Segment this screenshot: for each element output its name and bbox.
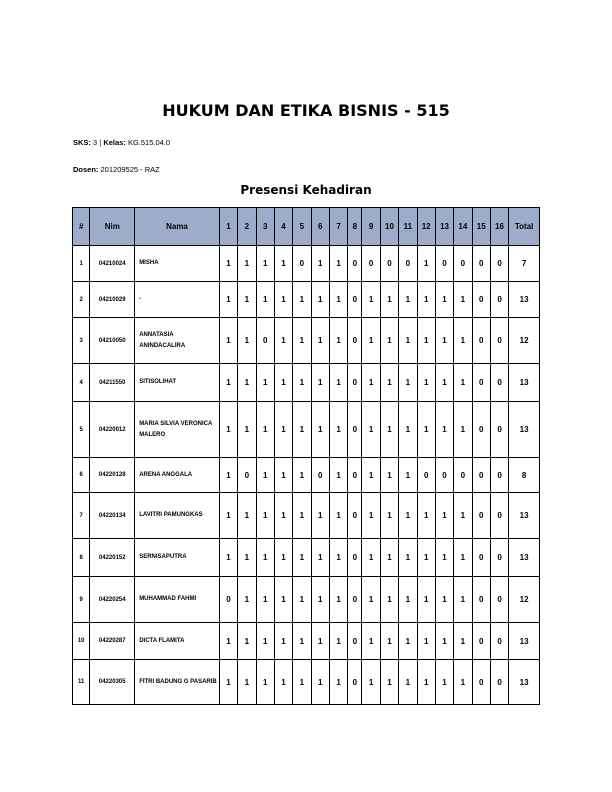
- attendance-mark: 1: [256, 623, 274, 660]
- attendance-mark: 1: [399, 539, 417, 577]
- attendance-table: [72, 207, 540, 705]
- total-cell: 13: [509, 282, 540, 318]
- attendance-mark: 1: [362, 458, 380, 493]
- attendance-mark: 1: [362, 539, 380, 577]
- attendance-mark: 1: [362, 660, 380, 705]
- name-cell: MISHA: [135, 246, 220, 282]
- attendance-mark: 1: [454, 660, 472, 705]
- name-cell: DICTA FLAMITA: [135, 623, 220, 660]
- attendance-mark: 1: [417, 660, 435, 705]
- attendance-mark: 1: [435, 577, 453, 623]
- attendance-mark: 1: [219, 364, 237, 402]
- attendance-mark: 1: [417, 402, 435, 458]
- attendance-mark: 0: [348, 318, 362, 364]
- attendance-mark: 1: [311, 539, 329, 577]
- name-cell: ARENA ANGGALA: [135, 458, 220, 493]
- attendance-mark: 0: [472, 282, 490, 318]
- attendance-mark: 0: [490, 623, 508, 660]
- attendance-mark: 1: [435, 318, 453, 364]
- row-number: 9: [73, 577, 90, 623]
- attendance-mark: 1: [219, 623, 237, 660]
- attendance-mark: 1: [238, 623, 256, 660]
- attendance-mark: 1: [238, 318, 256, 364]
- table-row: [73, 539, 540, 577]
- attendance-mark: 1: [399, 318, 417, 364]
- column-header: 16: [490, 208, 508, 246]
- attendance-mark: 0: [399, 246, 417, 282]
- attendance-mark: 1: [362, 577, 380, 623]
- attendance-mark: 1: [293, 402, 311, 458]
- column-header: 8: [348, 208, 362, 246]
- attendance-mark: 1: [274, 493, 292, 539]
- attendance-mark: 1: [329, 402, 347, 458]
- attendance-mark: 1: [311, 318, 329, 364]
- column-header: 11: [399, 208, 417, 246]
- attendance-mark: 0: [472, 458, 490, 493]
- name-cell: LAVITRI PAMUNGKAS: [135, 493, 220, 539]
- attendance-mark: 0: [454, 458, 472, 493]
- separator: |: [99, 138, 102, 147]
- attendance-mark: 0: [348, 458, 362, 493]
- kelas-label: Kelas:: [103, 138, 126, 147]
- attendance-mark: 0: [490, 282, 508, 318]
- attendance-mark: 1: [293, 577, 311, 623]
- column-header: Nim: [90, 208, 135, 246]
- attendance-mark: 1: [311, 364, 329, 402]
- attendance-mark: 0: [348, 364, 362, 402]
- column-header: 3: [256, 208, 274, 246]
- attendance-mark: 1: [399, 493, 417, 539]
- row-number: 10: [73, 623, 90, 660]
- attendance-mark: 1: [417, 539, 435, 577]
- attendance-mark: 1: [435, 493, 453, 539]
- column-header: 13: [435, 208, 453, 246]
- attendance-mark: 1: [293, 660, 311, 705]
- attendance-mark: 1: [417, 318, 435, 364]
- attendance-mark: 1: [435, 364, 453, 402]
- table-row: [73, 318, 540, 364]
- attendance-mark: 0: [472, 402, 490, 458]
- attendance-mark: 1: [293, 364, 311, 402]
- lecturer-info: [73, 165, 160, 174]
- attendance-mark: 0: [490, 246, 508, 282]
- attendance-mark: 1: [311, 402, 329, 458]
- column-header: Total: [509, 208, 540, 246]
- attendance-mark: 1: [293, 318, 311, 364]
- attendance-mark: 1: [256, 660, 274, 705]
- attendance-mark: 1: [311, 577, 329, 623]
- table-row: [73, 577, 540, 623]
- attendance-mark: 1: [274, 660, 292, 705]
- row-number: 5: [73, 402, 90, 458]
- attendance-mark: 1: [219, 318, 237, 364]
- column-header: 10: [380, 208, 398, 246]
- attendance-mark: 1: [311, 493, 329, 539]
- attendance-mark: 0: [238, 458, 256, 493]
- nim-cell: 04220254: [90, 577, 135, 623]
- attendance-mark: 1: [380, 318, 398, 364]
- row-number: 11: [73, 660, 90, 705]
- attendance-mark: 1: [311, 282, 329, 318]
- attendance-mark: 1: [417, 246, 435, 282]
- name-cell: -: [135, 282, 220, 318]
- attendance-mark: 1: [219, 282, 237, 318]
- attendance-mark: 1: [399, 660, 417, 705]
- attendance-mark: 0: [293, 246, 311, 282]
- attendance-mark: 1: [329, 458, 347, 493]
- column-header: 7: [329, 208, 347, 246]
- attendance-mark: 1: [256, 402, 274, 458]
- attendance-mark: 1: [219, 493, 237, 539]
- attendance-mark: 0: [435, 458, 453, 493]
- attendance-mark: 1: [399, 282, 417, 318]
- attendance-mark: 1: [454, 539, 472, 577]
- attendance-mark: 1: [293, 493, 311, 539]
- attendance-mark: 1: [362, 364, 380, 402]
- attendance-mark: 1: [256, 282, 274, 318]
- attendance-mark: 1: [293, 623, 311, 660]
- attendance-mark: 0: [490, 364, 508, 402]
- attendance-mark: 1: [274, 318, 292, 364]
- column-header: 6: [311, 208, 329, 246]
- name-cell: MUHAMMAD FAHMI: [135, 577, 220, 623]
- attendance-mark: 1: [329, 539, 347, 577]
- attendance-mark: 0: [348, 402, 362, 458]
- table-row: [73, 364, 540, 402]
- attendance-mark: 1: [362, 282, 380, 318]
- attendance-mark: 1: [329, 364, 347, 402]
- attendance-mark: 1: [219, 660, 237, 705]
- name-cell: MARIA SILVIA VERONICA MALERO: [135, 402, 220, 458]
- course-info: [73, 138, 170, 147]
- attendance-mark: 1: [274, 539, 292, 577]
- attendance-mark: 1: [293, 458, 311, 493]
- nim-cell: 04220287: [90, 623, 135, 660]
- column-header: 9: [362, 208, 380, 246]
- attendance-mark: 1: [329, 623, 347, 660]
- nim-cell: 04210029: [90, 282, 135, 318]
- total-cell: 7: [509, 246, 540, 282]
- name-cell: FITRI BADUNG G PASARIB: [135, 660, 220, 705]
- attendance-mark: 0: [348, 577, 362, 623]
- attendance-mark: 1: [399, 364, 417, 402]
- table-row: [73, 660, 540, 705]
- column-header: 15: [472, 208, 490, 246]
- attendance-mark: 1: [399, 623, 417, 660]
- attendance-mark: 1: [399, 577, 417, 623]
- attendance-mark: 1: [274, 623, 292, 660]
- attendance-mark: 0: [490, 402, 508, 458]
- total-cell: 13: [509, 623, 540, 660]
- column-header: 1: [219, 208, 237, 246]
- dosen-label: Dosen:: [73, 165, 99, 174]
- table-row: [73, 402, 540, 458]
- attendance-mark: 1: [329, 493, 347, 539]
- attendance-mark: 1: [417, 493, 435, 539]
- attendance-mark: 1: [238, 539, 256, 577]
- sks-value: 3: [93, 138, 98, 147]
- row-number: 6: [73, 458, 90, 493]
- nim-cell: 04211550: [90, 364, 135, 402]
- attendance-mark: 1: [311, 660, 329, 705]
- attendance-mark: 1: [380, 282, 398, 318]
- attendance-mark: 1: [454, 577, 472, 623]
- attendance-mark: 0: [490, 318, 508, 364]
- attendance-mark: 0: [348, 623, 362, 660]
- attendance-mark: 1: [238, 364, 256, 402]
- attendance-mark: 1: [256, 493, 274, 539]
- attendance-mark: 1: [380, 402, 398, 458]
- table-row: [73, 493, 540, 539]
- attendance-mark: 0: [490, 660, 508, 705]
- name-cell: ANNATASIA ANINDACALIRA: [135, 318, 220, 364]
- attendance-mark: 0: [454, 246, 472, 282]
- attendance-mark: 1: [219, 246, 237, 282]
- attendance-mark: 0: [219, 577, 237, 623]
- column-header: 14: [454, 208, 472, 246]
- attendance-mark: 0: [472, 364, 490, 402]
- attendance-mark: 0: [348, 246, 362, 282]
- row-number: 2: [73, 282, 90, 318]
- attendance-mark: 1: [219, 539, 237, 577]
- total-cell: 12: [509, 577, 540, 623]
- attendance-mark: 1: [256, 246, 274, 282]
- attendance-mark: 1: [311, 246, 329, 282]
- attendance-mark: 1: [256, 364, 274, 402]
- attendance-mark: 0: [472, 539, 490, 577]
- attendance-mark: 0: [490, 577, 508, 623]
- document-title: HUKUM DAN ETIKA BISNIS - 515: [162, 101, 450, 120]
- attendance-mark: 1: [454, 364, 472, 402]
- attendance-mark: 0: [490, 458, 508, 493]
- attendance-mark: 0: [348, 493, 362, 539]
- nim-cell: 04210024: [90, 246, 135, 282]
- table-row: [73, 458, 540, 493]
- attendance-mark: 1: [238, 577, 256, 623]
- attendance-mark: 1: [399, 458, 417, 493]
- attendance-mark: 1: [454, 282, 472, 318]
- nim-cell: 04210050: [90, 318, 135, 364]
- attendance-mark: 0: [490, 539, 508, 577]
- attendance-mark: 1: [417, 282, 435, 318]
- attendance-mark: 1: [380, 539, 398, 577]
- attendance-mark: 1: [274, 246, 292, 282]
- attendance-mark: 1: [399, 402, 417, 458]
- attendance-mark: 1: [238, 402, 256, 458]
- attendance-mark: 1: [238, 246, 256, 282]
- attendance-mark: 0: [472, 318, 490, 364]
- attendance-mark: 1: [329, 577, 347, 623]
- column-header: 2: [238, 208, 256, 246]
- attendance-mark: 1: [362, 623, 380, 660]
- attendance-mark: 1: [454, 318, 472, 364]
- column-header: 4: [274, 208, 292, 246]
- attendance-mark: 0: [380, 246, 398, 282]
- attendance-mark: 1: [435, 660, 453, 705]
- attendance-mark: 1: [435, 623, 453, 660]
- attendance-mark: 1: [256, 577, 274, 623]
- attendance-mark: 1: [417, 623, 435, 660]
- attendance-mark: 1: [274, 577, 292, 623]
- attendance-mark: 1: [362, 402, 380, 458]
- attendance-mark: 1: [311, 623, 329, 660]
- total-cell: 13: [509, 402, 540, 458]
- sks-label: SKS:: [73, 138, 91, 147]
- attendance-mark: 0: [472, 577, 490, 623]
- attendance-mark: 1: [362, 318, 380, 364]
- total-cell: 12: [509, 318, 540, 364]
- attendance-mark: 1: [238, 282, 256, 318]
- attendance-mark: 1: [256, 458, 274, 493]
- attendance-mark: 1: [274, 402, 292, 458]
- attendance-mark: 1: [238, 493, 256, 539]
- total-cell: 13: [509, 539, 540, 577]
- attendance-mark: 1: [293, 539, 311, 577]
- column-header: 5: [293, 208, 311, 246]
- attendance-mark: 1: [329, 318, 347, 364]
- nim-cell: 04220012: [90, 402, 135, 458]
- attendance-subtitle: Presensi Kehadiran: [240, 183, 372, 197]
- total-cell: 13: [509, 660, 540, 705]
- attendance-mark: 1: [329, 246, 347, 282]
- attendance-mark: 0: [435, 246, 453, 282]
- attendance-mark: 0: [348, 282, 362, 318]
- attendance-mark: 1: [362, 493, 380, 539]
- table-row: [73, 623, 540, 660]
- attendance-mark: 1: [329, 282, 347, 318]
- attendance-mark: 0: [472, 246, 490, 282]
- attendance-mark: 1: [219, 402, 237, 458]
- attendance-mark: 1: [454, 623, 472, 660]
- kelas-value: KG.515.04.0: [127, 138, 171, 147]
- total-cell: 13: [509, 493, 540, 539]
- table-row: [73, 246, 540, 282]
- nim-cell: 04220305: [90, 660, 135, 705]
- attendance-mark: 0: [311, 458, 329, 493]
- attendance-mark: 1: [293, 282, 311, 318]
- attendance-mark: 0: [256, 318, 274, 364]
- table-row: [73, 282, 540, 318]
- attendance-mark: 1: [417, 577, 435, 623]
- row-number: 3: [73, 318, 90, 364]
- table-header-row: [73, 208, 540, 246]
- dosen-value: 201209525 - RAZ: [100, 165, 160, 174]
- row-number: 8: [73, 539, 90, 577]
- attendance-mark: 0: [417, 458, 435, 493]
- total-cell: 13: [509, 364, 540, 402]
- attendance-mark: 1: [435, 539, 453, 577]
- column-header: 12: [417, 208, 435, 246]
- attendance-mark: 1: [274, 458, 292, 493]
- nim-cell: 04220128: [90, 458, 135, 493]
- name-cell: SERNISAPUTRA: [135, 539, 220, 577]
- attendance-mark: 0: [348, 660, 362, 705]
- attendance-mark: 1: [219, 458, 237, 493]
- nim-cell: 04220152: [90, 539, 135, 577]
- row-number: 4: [73, 364, 90, 402]
- attendance-mark: 0: [362, 246, 380, 282]
- attendance-mark: 1: [380, 660, 398, 705]
- name-cell: SITISOLIHAT: [135, 364, 220, 402]
- column-header: Nama: [135, 208, 220, 246]
- attendance-mark: 1: [380, 364, 398, 402]
- attendance-mark: 1: [380, 493, 398, 539]
- total-cell: 8: [509, 458, 540, 493]
- attendance-mark: 1: [417, 364, 435, 402]
- row-number: 7: [73, 493, 90, 539]
- attendance-mark: 1: [454, 493, 472, 539]
- attendance-mark: 1: [274, 282, 292, 318]
- attendance-mark: 1: [274, 364, 292, 402]
- attendance-mark: 0: [490, 493, 508, 539]
- attendance-mark: 1: [380, 623, 398, 660]
- attendance-mark: 1: [238, 660, 256, 705]
- column-header: #: [73, 208, 90, 246]
- attendance-mark: 0: [348, 539, 362, 577]
- attendance-mark: 1: [454, 402, 472, 458]
- row-number: 1: [73, 246, 90, 282]
- nim-cell: 04220134: [90, 493, 135, 539]
- attendance-mark: 1: [380, 458, 398, 493]
- attendance-mark: 1: [380, 577, 398, 623]
- attendance-mark: 1: [435, 282, 453, 318]
- attendance-mark: 1: [256, 539, 274, 577]
- attendance-mark: 1: [329, 660, 347, 705]
- attendance-mark: 1: [435, 402, 453, 458]
- attendance-mark: 0: [472, 493, 490, 539]
- attendance-mark: 0: [472, 660, 490, 705]
- attendance-mark: 0: [472, 623, 490, 660]
